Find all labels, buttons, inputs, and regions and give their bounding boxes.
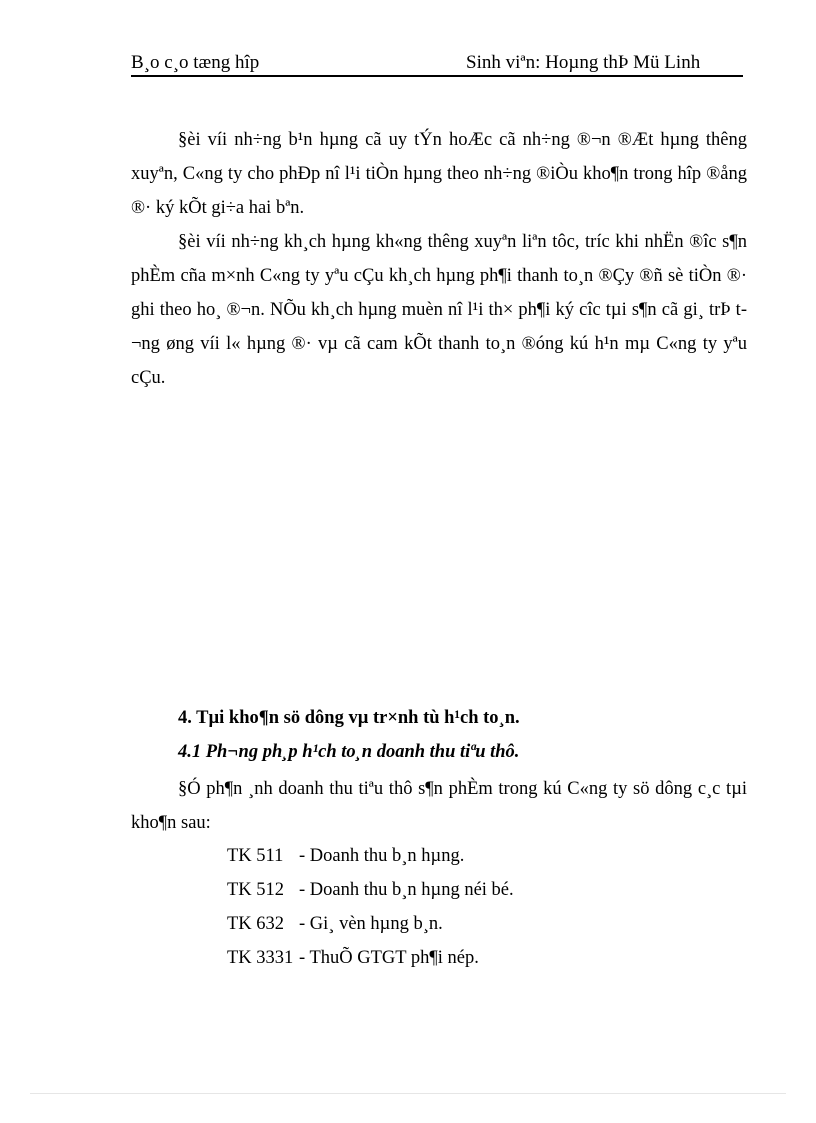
account-code: TK 511 [227, 846, 284, 866]
paragraph-accounts-intro: §Ó ph¶n ¸nh doanh thu tiªu thô s¶n phÈm trong kú C«ng ty sö dông c¸c tµi kho¶n sau: [131, 779, 747, 833]
account-item [227, 948, 479, 969]
page-edge-divider [30, 1093, 786, 1094]
account-code: TK 512 [227, 880, 285, 900]
account-item [227, 880, 514, 901]
header-report-title: B¸o c¸o tæng hîp [131, 52, 260, 73]
section-subheading: 4.1 Ph¬ng ph¸p h¹ch to¸n doanh thu tiªu thô. [178, 742, 520, 762]
account-item [227, 914, 443, 935]
section-heading: 4. Tµi kho¶n sö dông vµ tr×nh tù h¹ch to¸n. [178, 708, 520, 728]
account-code: TK 3331 [227, 948, 294, 968]
header-student-name: Sinh viªn: Hoµng thÞ Mü Linh [466, 52, 701, 73]
paragraph-regular-customers: §èi víi nh÷ng b¹n hµng cã uy tÝn hoÆc cã nh÷ng ®¬n ®Æt hµng thêng xuyªn, C«ng ty cho phÐp nî l¹i tiÒn hµng theo nh÷ng ®iÒu kho¶n trong hîp ®ång ®· ký kÕt gi÷a hai bªn. [131, 130, 747, 218]
account-description: - ThuÕ GTGT ph¶i nép. [299, 948, 479, 968]
account-code: TK 632 [227, 914, 285, 934]
account-description: - Doanh thu b¸n hµng. [299, 846, 465, 866]
header-divider [131, 75, 743, 77]
paragraph-irregular-customers: §èi víi nh÷ng kh¸ch hµng kh«ng thêng xuyªn liªn tôc, tríc khi nhËn ®îc s¶n phÈm cña m×nh C«ng ty yªu cÇu kh¸ch hµng ph¶i thanh to¸n ®Çy ®ñ sè tiÒn ®· ghi theo ho¸ ®¬n. NÕu kh¸ch hµng muèn nî l¹i th× ph¶i ký cîc tµi s¶n cã gi¸ trÞ t¬ng øng víi l« hµng ®· vµ cã cam kÕt thanh to¸n ®óng kú h¹n mµ C«ng ty yªu cÇu. [131, 232, 747, 388]
account-description: - Gi¸ vèn hµng b¸n. [299, 914, 443, 934]
account-item [227, 846, 464, 867]
account-description: - Doanh thu b¸n hµng néi bé. [299, 880, 514, 900]
